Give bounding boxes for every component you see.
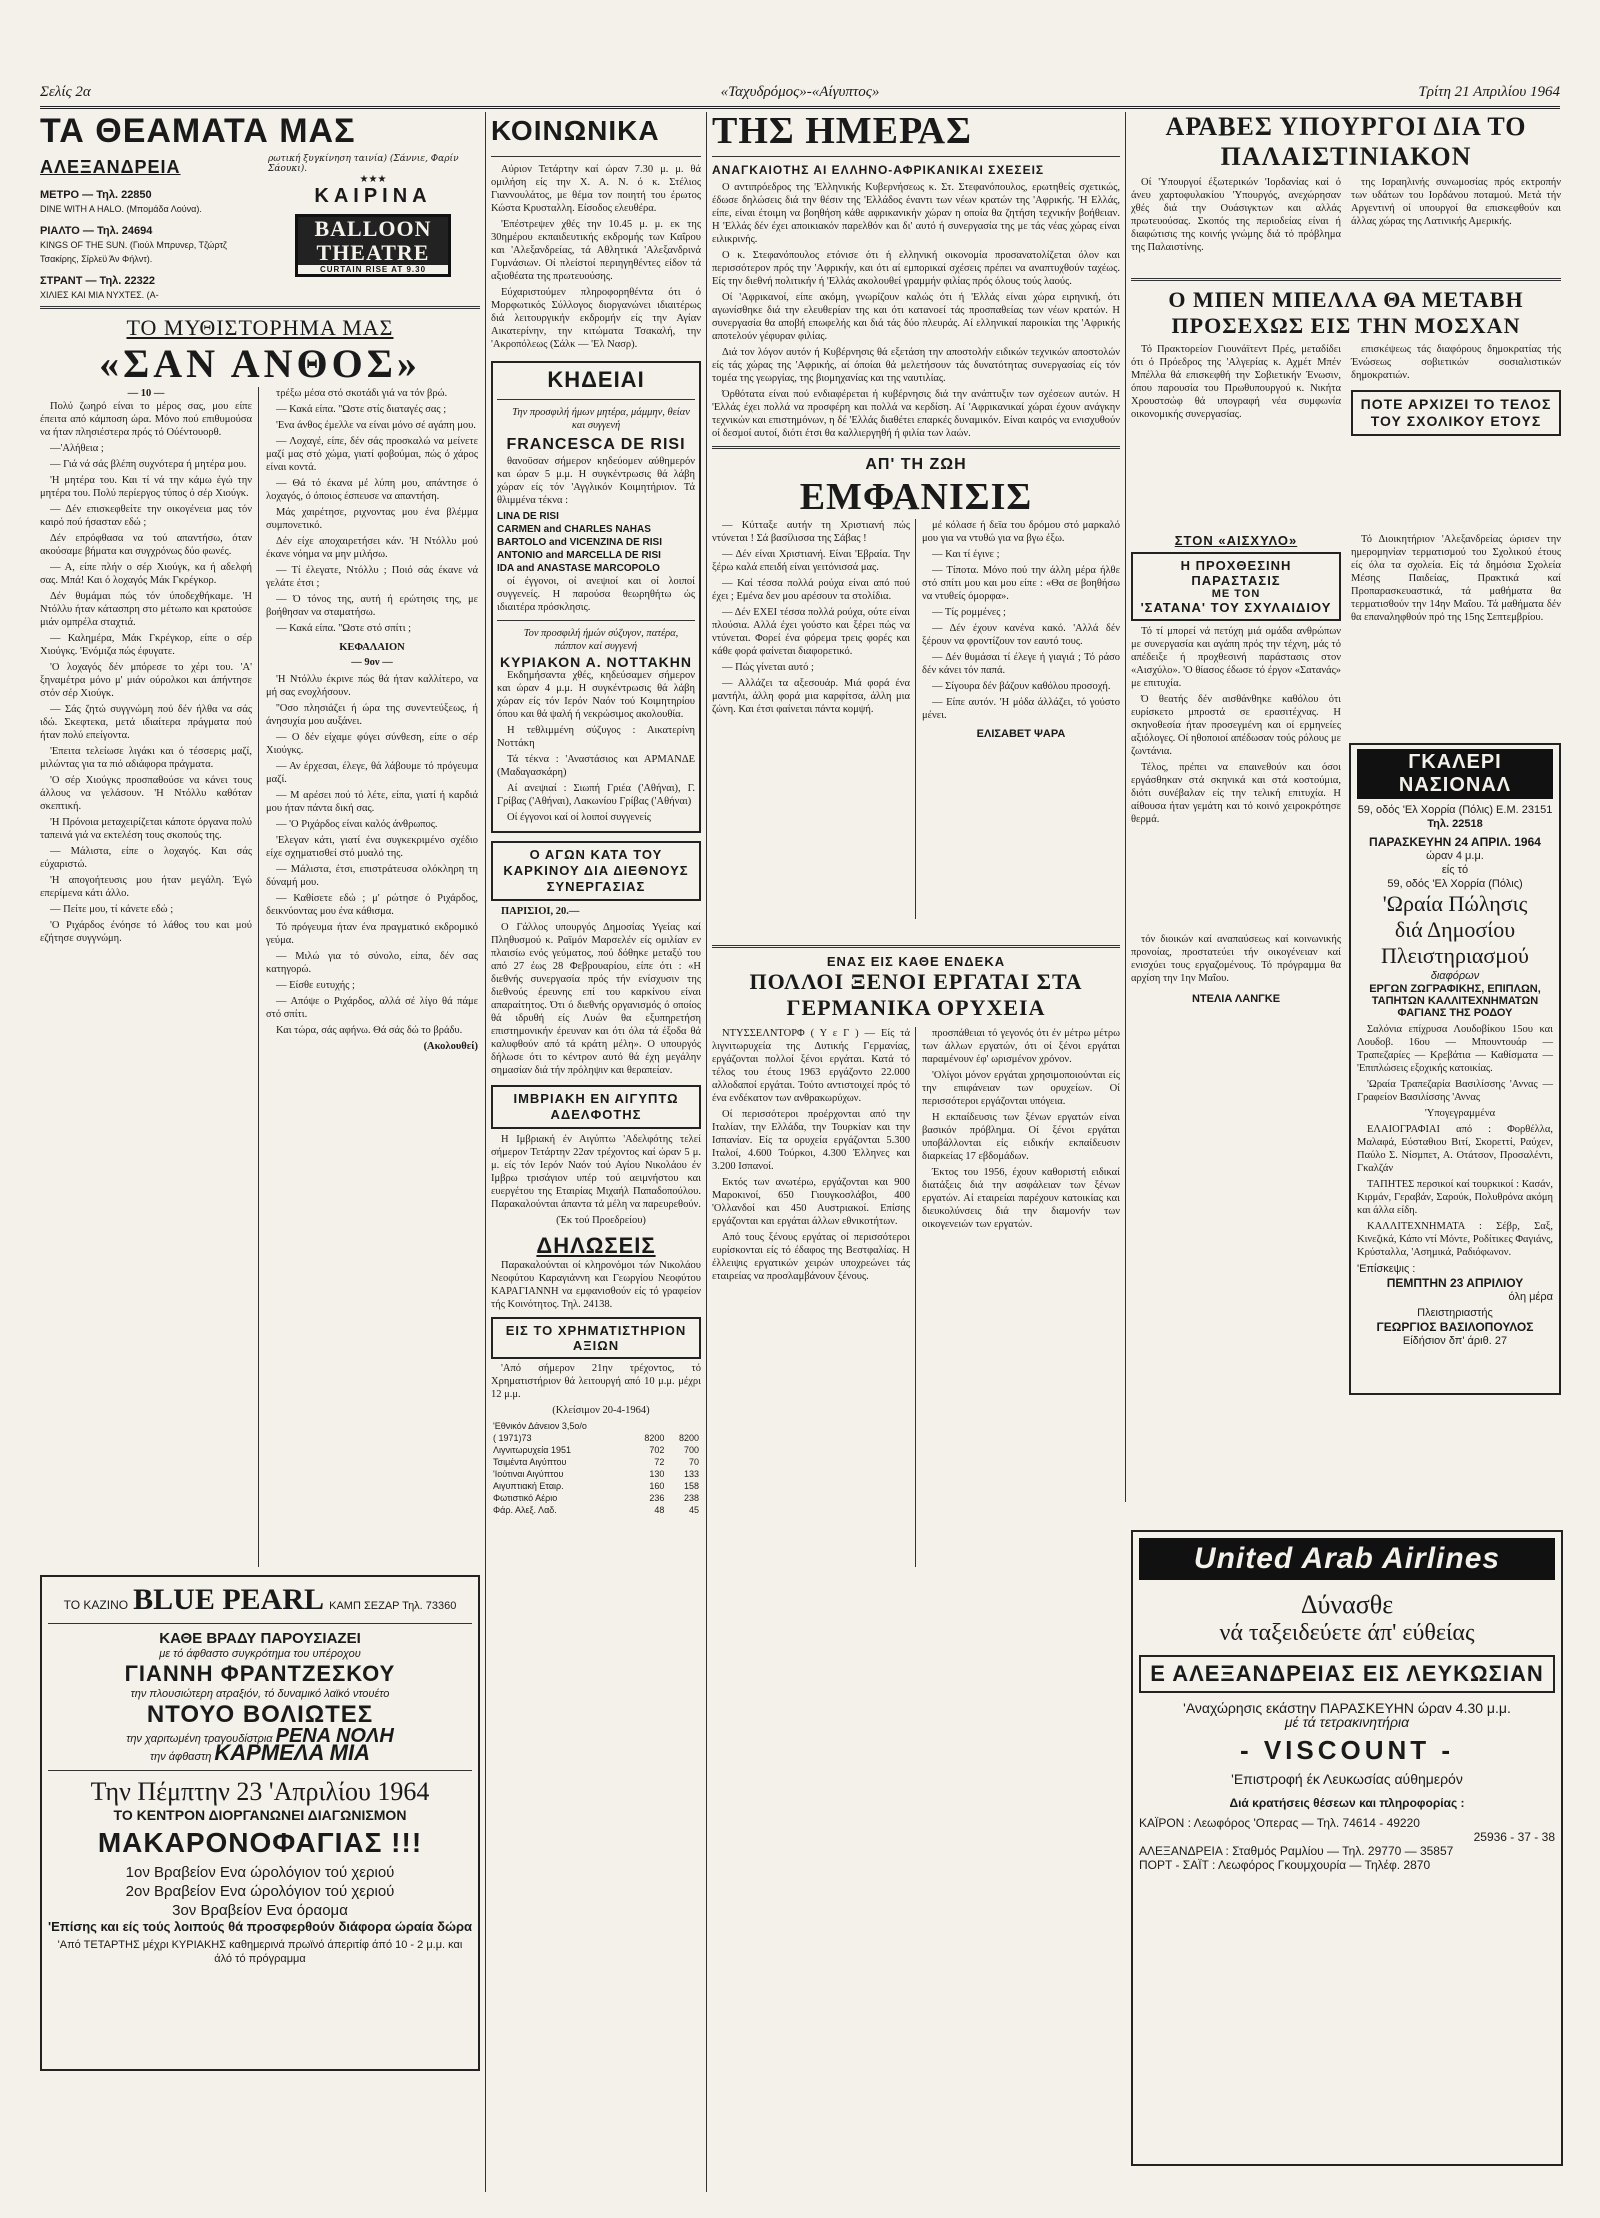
table-cell	[666, 1420, 701, 1432]
table-cell: ( 1971)73	[493, 1433, 532, 1443]
table-cell: Τσιμέντα Αιγύπτου	[493, 1457, 567, 1467]
funeral-notice-1: Την προσφιλή ήμων μητέρα, μάμμην, θείαν και συγγενή FRANCESCA DE RISI θανοϋσαν σήμερον κηδεύομεν αύθημερόν και ώραν 5 μ.μ. Η συγκέντρωσις θά λάβη χώραν είς τόν 'Αγγλικόν Κοιμητήριον. Τά θλιμμένα τέκνα : LINA DE RISI CARMEN and CHARLES NAHAS BARTOLO and VICENZINA DE RISI ANTONIO and MARCELLA DE RISI IDA and ANASTASE MARCOPOLO οί έγγονοι, οί ανεψιοί και οί λοιποί συγγενείς. Η παρούσα θεωρηθήτω ώς ιδιαιτέρα πρόσκλησις.	[497, 407, 695, 613]
novel-title: «ΣΑΝ ΑΝΘΟΣ»	[99, 341, 421, 386]
novel-col-1: — 10 — Πολύ ζωηρό είναι το μέρος σας, μου είπε έπειτα από κάμποση ώρα. Μόνο πού επιθυμούσα να ήταν πλησιέστερα πρός τό Ούέντουορθ. —'Αλήθεια ; — Γιά νά σάς βλέπη συχνότερα ή μητέρα μου. 'Η μητέρα του. Και τί νά την κάμω έγώ την μητέρα του. Πολύ περίεργος τύπος ό σέρ Χιούγκ. — Δέν επισκεφθείτε την οικογένεια μας τόν καιρό πού ήσασταν εδώ ; Δέν επρόφθασα να τού απαντήσω, όταν ακούσαμε βήματα και συγχρόνως δύο φωνές. — Α, είπε πλήν ο σέρ Χιούγκ, κα ή αδελφή σας. Μπά! Και ό λοχαγός Μάκ Γκρέγκορ. Δέν θυμάμαι πώς τόν ύποδεχθήκαμε. 'Η Ντόλλυ ήταν κάτασπρη στο μέτωπο και κρατούσε μιάν ομπρέλα σταχτιά. — Καλημέρα, Μάκ Γκρέγκορ, είπε ο σέρ Χιούγκς. 'Ενόμιζα πώς έφυγατε. 'Ο λοχαγός δέν μπόρεσε το χέρι του. 'Α' ξηναμέτρα μόνο μ' μιάν ούρολκοι και άπήντησε στόν σέρ Χιούγκ. — Σάς ζητώ συγγνώμη πού δέν ήλθα να σάς ιδώ. Σκεφτεκα, μετά ιδιαίτερα πράγματα πού ήταν πολύ επείγοντα. 'Επειτα τελείωσε λιγάκι και ό τέσσερις μαζί, μιλώντας για τα πιό αδιάφορα πράγματα. 'Ο σέρ Χιούγκς προσπαθούσε να κάνει τους άλλους να γελάσουν. 'Η Ντόλλυ καθόταν σκεπτική. 'Η Πρόνοια μεταχειρίζεται κάποτε όργανα πολύ ταπεινά γιά να εκτελέση τους σκοπούς της. — Μάλιστα, είπε ο λοχαγός. Και σάς εύχαριστώ. 'Η απογοήτευσις μου ήταν μεγάλη. Έγώ επερίμενα κάτι άλλο. — Πείτε μου, τί κάνετε εδώ ; 'Ο Ριχάρδος ένόησε τό λάθος του και μού εζήτησε συγγνώμη.	[40, 388, 252, 944]
table-cell: 702	[649, 1445, 665, 1455]
city-label: ΑΛΕΞΑΝΔΡΕΙΑ	[40, 157, 181, 177]
kairina-note: ρωτική ξυγκίνηση ταινία) (Σάννιε, Φαρίν Σάουκι).	[268, 154, 459, 174]
novel-part: — 10 —	[127, 388, 165, 399]
left-column	[40, 112, 480, 2192]
workers-kicker: ΕΝΑΣ ΕΙΣ ΚΑΘΕ ΕΝΔΕΚΑ	[826, 954, 1006, 969]
social-title: ΚΟΙΝΩΝΙΚΑ	[491, 115, 660, 146]
gallery-title: ΓΚΑΛΕΡΙ ΝΑΣΙΟΝΑΛ	[1357, 749, 1553, 799]
life-body	[712, 519, 1120, 939]
list-item: Αύριον Τετάρτην καί ώραν 7.30 μ. μ. θά ομιλήση είς την Χ. Α. Ν. ό κ. Στέλιος Γιαννουλάτος, με θέμα τον ποιητή του έρωτος Κώστα Κρυσταλλη. Είσοδος ελευθέρα.	[491, 164, 701, 214]
social-news	[491, 163, 701, 351]
list-item: 3ον Βραβείον Ενα όραομα	[172, 1902, 348, 1919]
theatre-kicker: ΣΤΟΝ «ΑΙΣΧΥΛΟ»	[1174, 533, 1298, 548]
declarations-title: ΔΗΛΩΣΕΙΣ	[536, 1233, 656, 1258]
table-row	[491, 1420, 701, 1432]
table-cell: Φωτιστικό Αέριο	[493, 1493, 558, 1503]
novel-body	[40, 387, 480, 1567]
funerals-title: ΚΗΔΕΙΑΙ	[547, 367, 645, 392]
prize-list	[48, 1863, 472, 1920]
theatres-block	[40, 150, 480, 300]
life-kicker: ΑΠ' ΤΗ ΖΩΗ	[865, 456, 967, 473]
chapter-heading: ΚΕΦΑΛΑΙΟΝ	[339, 642, 405, 653]
kairina-label: ΚΑΙΡΙΝΑ	[314, 185, 432, 207]
column-rule	[258, 387, 259, 1567]
stock-table	[491, 1420, 701, 1516]
table-cell: 158	[683, 1481, 699, 1491]
united-arab-airlines-ad: United Arab Airlines Δύνασθε νά ταξειδεύετε άπ' εύθείας Ε ΑΛΕΞΑΝΔΡΕΙΑΣ ΕΙΣ ΛΕΥΚΩΣΙΑΝ 'Αναχώρησις εκάστην ΠΑΡΑΣΚΕΥΗΝ ώραν 4.30 μ.μ. μέ τά τετρακινητήρια - VISCOUNT - 'Επιστροφή έκ Λευκωσίας αύθημερόν Διά κρατήσεις θέσεων και πληροφορίας : ΚΑΪΡΟΝ : Λεωφόρος 'Οπερας — Τηλ. 74614 - 49220 25936 - 37 - 38 ΑΛΕΞΑΝΔΡΕΙΑ : Σταθμός Ραμλίου — Τηλ. 29770 — 35857 ΠΟΡΤ - ΣΑΪΤ : Λεωφόρος Γκουμχουρία — Τηλέφ. 2870	[1131, 1530, 1563, 2166]
table-cell: 133	[683, 1469, 699, 1479]
ben-bella-title: Ο ΜΠΕΝ ΜΠΕΛΛΑ ΘΑ ΜΕΤΑΒΗ ΠΡΟΣΕΧΩΣ ΕΙΣ ΤΗΝ ΜΟΣΧΑΝ	[1168, 287, 1524, 338]
novel-col-2: τρέξω μέσα στό σκοτάδι γιά να τόν βρώ. — Κακά είπα. ''Ωστε στίς διαταγές σας ; 'Ενα άνθος έμελλε να είναι μόνο σέ αγάπη μου. — Λοχαγέ, είπε, δέν σάς προσκαλώ να μείνετε μαζί μας στό χώμα, γιατί φοβούμαι, πώς ό χάρος είναι κοντά. — Θά τό έκανα μέ λύπη μου, απάντησε ό λοχαγός, ό όποιος έσπευσε να απαντήση. Μάς χαιρέτησε, ριχνοντας μου ένα βλέμμα συμπονετικό. Δέν είχε αποχαιρετήσει κάν. 'Η Ντόλλυ μού έκανε νόημα να μην μιλήσω. — Τί έλεγατε, Ντόλλυ ; Ποιό σάς έκανε νά γελάτε έτσι ; — Ό τόνος της, αυτή ή ερώτησις της, με βοήθησαν να σταματήσω. — Κακά είπα. ''Ωστε στό σπίτι ; ΚΕΦΑΛΑΙΟΝ — 9ον — 'Η Ντόλλυ έκρινε πώς θά ήταν καλλίτερο, να μή σας ενοχλήσουν. ''Οσο πλησιάζει ή ώρα της συνεντεύξεως, ή άνησυχία μου αυξάνει. — Ο δέν είχαμε φύγει σύνθεση, είπε ο σέρ Χιούγκς. — Αν έρχεσαι, έλεγε, θά λάβουμε τό πρόγευμα μαζί. — Μ αρέσει πού τό λέτε, είπα, γιατί ή καρδιά μου ήταν πάντα δική σας. — 'Ο Ριχάρδος είναι καλός άνθρωπος. 'Ελεγαν κάτι, γιατί ένα συγκεκριμένο σχέδιο είχε σχηματισθεί στό μυαλό της. — Μάλιστα, έτσι, επιστράτευσα ολόκληρη τη δύναμή μου. — Καθίσετε εδώ ; μ' ρώτησε ό Ριχάρδος, δεικνύοντας μου ένα κάθισμα. Τό πρόγευμα ήταν ένα πραγματικό εκδρομικό γεύμα. — Μιλώ για τό σύνολο, είπα, δέν σας κατηγορώ. — Είσθε ευτυχής ; — Απόψε ο Ριχάρδος, αλλά σέ λίγο θά πάμε στό σπίτι. Και τώρα, σάς αφήνω. Θά σάς δώ το βράδυ. (Ακολουθεί)	[266, 388, 478, 1052]
page-number: Σελίς 2α	[40, 84, 91, 100]
table-cell: Αιγυπτιακή Εταιρ.	[493, 1481, 564, 1491]
table-row	[491, 1432, 701, 1444]
table-row	[491, 1444, 701, 1456]
workers-title: ΠΟΛΛΟΙ ΞΕΝΟΙ ΕΡΓΑΤΑΙ ΣΤΑ ΓΕΡΜΑΝΙΚΑ ΟΡΥΧΕΙΑ	[749, 969, 1083, 1020]
table-cell: 8200	[644, 1433, 665, 1443]
table-cell: Λιγνιτωρυχεία 1951	[493, 1445, 571, 1455]
list-item: 2ον Βραβείον Ενα ώρολόγιον τού χεριού	[125, 1883, 395, 1900]
editorial-title: ΤΗΣ ΗΜΕΡΑΣ	[712, 112, 972, 152]
social-column: ΚΟΙΝΩΝΙΚΑ Αύριον Τετάρτην καί ώραν 7.30 μ. μ. θά ομιλήση είς την Χ. Α. Ν. ό κ. Στέλιος Γιαννουλάτος, με θέμα τον ποιητή του έρωτος Κώστα Κρυσταλλη. Είσοδος ελευθέρα. 'Επέστρεψεν χθές την 10.45 μ. μ. εκ της 30ημέρου εκπαιδευτικής εκδρομής των Καΐρου και 'Αλεξανδρείας, τά Αθλητικά 'Αλεξανδρινά Γυμνάσιων. Οί πλείστοί περιηγηθέντες είδον τά αξιοθέατα της πρωτευούσης. Εύχαριστούμεν πληροφορηθέντα ότι ό Μορφωτικός Σύλλογος διοργανώνει ιδιαιτέρως διά λειτουργικήν εκδρομήν είς την Αγίαν Αικατερίνην, την κιτώματα Τσακαλή, την 'Ακροπόλεως (Σάλκ — 'Ελ Νασρ). ΚΗΔΕΙΑΙ Την προσφιλή ήμων μητέρα, μάμμην, θείαν και συγγενή FRANCESCA DE RISI θανοϋσαν σήμερον κηδεύομεν αύθημερόν και ώραν 5 μ.μ. Η συγκέντρωσις θά λάβη χώραν είς τόν 'Αγγλικόν Κοιμητήριον. Τά θλιμμένα τέκνα : LINA DE RISI CARMEN and CHARLES NAHAS BARTOLO and VICENZINA DE RISI ANTONIO and MARCELLA DE RISI IDA and ANASTASE MARCOPOLO οί έγγονοι, οί ανεψιοί και οί λοιποί συγγενείς. Η παρούσα θεωρηθήτω ώς ιδιαιτέρα πρόσκλησις. Τον προσφιλή ήμών σύζυγον, πατέρα, πάππον καί συγγενή ΚΥΡΙΑΚΟΝ Α. ΝΟΤΤΑΚΗΝ Εκδημήσαντα χθές, κηδεύσαμεν σήμερον και ώραν 4 μ.μ. Η συγκέντρωσις θά λάβη χώραν είς τόν Ιερόν Ναόν τού Κοιμητηρίου όπου και θά ψαλή ή νεκρώσιμος ακολουθία. Η τεθλιμμένη σύζυγος : Αικατερίνη Νοττάκη Τά τέκνα : 'Αναστάσιος και ΑΡΜΑΝΔΕ (Μαδαγασκάρη) Αί ανεψιαί : Σιωπή Γριέα ('Αθήναι), Γ. Γρίβας ('Αθήναι), Λακωνίου Γρίβας ('Αθήναι) Οί έγγονοι καί οί λοιποί συγγενείς Ο ΑΓΩΝ ΚΑΤΑ ΤΟΥ ΚΑΡΚΙΝΟΥ ΔΙΑ ΔΙΕΘΝΟΥΣ ΣΥΝΕΡΓΑΣΙΑΣ ΠΑΡΙΣΙΟΙ, 20.— Ο Γάλλος υπουργός Δημοσίας Υγείας καί Πληθυσμού κ. Ραϊμόν Μαρσελέν είς ομιλίαν εν πλαισίω ενός γεύματος, πού δόθηκε μεταξύ του από 27 έως 28 Φεβρουαρίου, είπε ότι : «Η διεθνής συνεργασία πρός τήν ενίσχυσιν της διεθνούς έρευνης επί του καρκίνου είναι απαραίτητος. Ότι ό διεθνής οργανισμός ό οποίος θά ιδρυθή είς Λυών θα εξυπηρετήση επιστημονικήν έρευναν και ότι όλα τά έξοδα θά καλυφθούν από τά κράτη μέλη». Ο υπουργός δήλωσε ότι το κέντρον αυτό θά έχη μεγάλην σημασίαν διά τήν πρόληψιν και θεραπείαν. ΙΜΒΡΙΑΚΗ ΕΝ ΑΙΓΥΠΤΩ ΑΔΕΛΦΟΤΗΣ Η Ιμβριακή έν Αιγύπτω 'Αδελφότης τελεί σήμερον Τετάρτην 22αν τρέχοντος καί ώραν 5 μ. μ. είς τόν Ιερόν Ναόν τού Αγίου Νικολάου έν Ιμβρω τρισάγιον υπέρ τού αειμνήστου και ευεργέτου της Εταιρίας Μιχαήλ Παπαδοπούλου. Παρακαλούνται άπαντα τά μέλη να παρευρεθούν. (Έκ τού Προεδρείου) ΔΗΛΩΣΕΙΣ Παρακαλούνται οί κληρονόμοι τών Νικολάου Νεοφύτου Καραγιάννη και Γεωργίου Νεοφύτου ΚΑΡΑΓΙΑΝΝΗ να εμφανισθούν είς τό γραφείον τής Κοινότητος. Τηλ. 24138. ΕΙΣ ΤΟ ΧΡΗΜΑΤΙΣΤΗΡΙΟΝ ΑΞΙΩΝ 'Από σήμερον 21ην τρέχοντος, τό Χρηματιστήριον θά λειτουργή από 10 μ.μ. μέχρι 12 μ.μ. (Κλείσιμον 20-4-1964) 'Εθνικόν Δάνειον 3,5ο/ο ( 1971)73 8200 8200 Λιγνιτωρυχεία 1951 702 700 Τσιμέντα Αιγύπτου 72 70 'Ιούτιναι Αιγύπτου 130 133 Αιγυπτιακή Εταιρ. 160 158 Φωτιστικό Αέριο 236 238 Φάρ. Αλεξ. Λαδ. 48 45	[491, 112, 701, 2192]
table-cell	[632, 1420, 667, 1432]
table-cell: 8200	[678, 1433, 699, 1443]
cinema-listings	[40, 154, 255, 302]
gallery-nationale-ad: ΓΚΑΛΕΡΙ ΝΑΣΙΟΝΑΛ 59, οδός 'Ελ Χορρία (Πόλις) Ε.Μ. 23151 Τηλ. 22518 ΠΑΡΑΣΚΕΥΗΝ 24 ΑΠΡΙΛ. 1964 ώραν 4 μ.μ. είς τό 59, οδός 'Ελ Χορρία (Πόλις) 'Ωραία Πώλησις διά Δημοσίου Πλειστηριασμού διαφόρων ΕΡΓΩΝ ΖΩΓΡΑΦΙΚΗΣ, ΕΠΙΠΛΩΝ, ΤΑΠΗΤΩΝ ΚΑΛΛΙΤΕΧΝΗΜΑΤΩΝ ΦΑΓΙΑΝΣ ΤΗΣ ΡΟΔΟΥ Σαλόνια επίχρυσα Λουδοβίκου 15ου και Λουδοβ. 16ου — Μπουντουάρ — Τραπεζαρίες — Κρεβάτια — Καθίσματα — 'Επιπλώσεις εξοχικής κατοικίας. 'Ωραία Τραπεζαρία Βασιλίσσης 'Αννας — Γραφείον Βασιλίσσης 'Αννας 'Υπογεγραμμένα ΕΛΑΙΟΓΡΑΦΙΑΙ από : Φορθέλλα, Μαλαφά, Εύσταθιου Βιτί, Σκορεττί, Ραύχεν, Παύλο Σ. Νίσμπετ, Α. Οτάτσον, Προσαλέντι, Γκαλζάν ΤΑΠΗΤΕΣ περσικοί καί τουρκικοί : Κασάν, Κιρμάν, Γεραβάν, Σαρούκ, Πολυθρόνα ακόμη και άλλα είδη. ΚΑΛΛΙΤΕΧΝΗΜΑΤΑ : Σέβρ, Σαξ, Κινεζικά, Κάπο ντί Μόντε, Ροδίτικες Φαγιάνς, Κρύσταλλα, 'Ασημικά, Ραδιόφωνον. 'Επίσκεψις : ΠΕΜΠΤΗΝ 23 ΑΠΡΙΛΙΟΥ όλη μέρα Πλειστηριαστής ΓΕΩΡΓΙΟΣ ΒΑΣΙΛΟΠΟΥΛΟΣ Είδήσιον δπ' άριθ. 27	[1349, 743, 1561, 1395]
kairina-block	[268, 154, 478, 277]
author-byline: ΕΛΙΣΑΒΕΤ ΨΑΡΑ	[976, 728, 1066, 740]
right-column: ΑΡΑΒΕΣ ΥΠΟΥΡΓΟΙ ΔΙΑ ΤΟ ΠΑΛΑΙΣΤΙΝΙΑΚΟΝ Οί 'Υπουργοί έξωτερικών 'Ιορδανίας καί ό άνευ χαρτοφυλακίου 'Υπουργός, ανεχώρησαν χθές διά την Ουάσιγκτων και αλλάς πρωτευούσας. Σκοπός της περιοδείας είναι ή διαφώτισις της κοινής γνώμης διά τό πρόβλημα της Παλαιστίνης. της Ισραηλινής συνωμοσίας πρός εκτροπήν των υδάτων του Ιορδάνου ποταμού. Μετά τήν Αργεντινή οί υπουργοί θα επισκεφθούν και άλλας χώρας της Λατινικής Αμερικής. Ο ΜΠΕΝ ΜΠΕΛΛΑ ΘΑ ΜΕΤΑΒΗ ΠΡΟΣΕΧΩΣ ΕΙΣ ΤΗΝ ΜΟΣΧΑΝ Τό Πρακτορείον Γιουνάϊτεντ Πρές, μεταδίδει ότι ό Πρόεδρος της 'Αλγερίας κ. Αχμέτ Μπέν Μπέλλα θά επισκεφθή την Σοβιετικήν Ένωσιν, όπου παρουσία του Πρωθυπουργού κ. Νικήτα Χρουστσώφ θά υπογραφή νέα συμφωνία οικονομικής συνεργασίας. επισκέψεως τάς διαφόρους δημοκρατίας τής Ένώσεως σοβιετικών σοσιαλιστικών δημοκρατιών. ΠΟΤΕ ΑΡΧΙΖΕΙ ΤΟ ΤΕΛΟΣ ΤΟΥ ΣΧΟΛΙΚΟΥ ΕΤΟΥΣ ΣΤΟΝ «ΑΙΣΧΥΛΟ» Η ΠΡΟΧΘΕΣΙΝΗ ΠΑΡΑΣΤΑΣΙΣ ΜΕ ΤΟΝ 'ΣΑΤΑΝΑ' ΤΟΥ ΣΧΥΛΑΙΔΙΟΥ Τό τί μπορεί νά πετύχη μιά ομάδα ανθρώπων με συνεργασία και αγάπη πρός την τέχνη, μάς τό απέδειξε ή προχθεσινή παράστασις στον «Αισχύλο». 'Ο θίασος έδωσε τό έργον «Σατανάς» με επιτυχία. Ό θεατής δέν αισθάνθηκε καθόλου ότι ευρίσκετο μπροστά σε ερασιτέχνας. Η σκηνοθεσία ήταν προσεγμένη και οί ερμηνείες αξιόλογες. Οί ηθοποιοί απέδωσαν τούς ρόλους με ζωντάνια. Τέλος, πρέπει να επαινεθούν και όσοι εργάσθηκαν στά σκηνικά και στά κοστούμια, διότι συνέβαλαν είς την τελική επιτυχία. Η αίθουσα ήταν γεμάτη και τό κοινό χειροκρότησε θερμά. Τό Διοικητήριον 'Αλεξανδρείας ώρισεν την ημερομηνίαν τερματισμού του Σχολικού έτους είς όλα τα σχολεία. Είς τά δημόσια Σχολεία Μέσης Παιδείας, Πρακτικά καί Προπαρασκευαστικά, τά μαθήματα θα τερματισθούν την 14ην Μαΐου. Τά μαθήματα δέν θα επαναληφθούν πρό της 15ης Σεπτεμβρίου. τόν διοικών καί αναπαύσεως καί κοινωνικής προνοίας, προστατεύει τήν οικογένειαν καί ενισχύει τους εργαζομένους. Τό πρόγραμμα θα αρχίση την 1ην Μαΐου. ΝΤΕΛΙΑ ΛΑΝΓΚΕ ΓΚΑΛΕΡΙ ΝΑΣΙΟΝΑΛ 59, οδός 'Ελ Χορρία (Πόλις) Ε.Μ. 23151 Τηλ. 22518 ΠΑΡΑΣΚΕΥΗΝ 24 ΑΠΡΙΛ. 1964 ώραν 4 μ.μ. είς τό 59, οδός 'Ελ Χορρία (Πόλις) 'Ωραία Πώλησις διά Δημοσίου Πλειστηριασμού διαφόρων ΕΡΓΩΝ ΖΩΓΡΑΦΙΚΗΣ, ΕΠΙΠΛΩΝ, ΤΑΠΗΤΩΝ ΚΑΛΛΙΤΕΧΝΗΜΑΤΩΝ ΦΑΓΙΑΝΣ ΤΗΣ ΡΟΔΟΥ Σαλόνια επίχρυσα Λουδοβίκου 15ου και Λουδοβ. 16ου — Μπουντουάρ — Τραπεζαρίες — Κρεβάτια — Καθίσματα — 'Επιπλώσεις εξοχικής κατοικίας. 'Ωραία Τραπεζαρία Βασιλίσσης 'Αννας — Γραφείον Βασιλίσσης 'Αννας 'Υπογεγραμμένα ΕΛΑΙΟΓΡΑΦΙΑΙ από : Φορθέλλα, Μαλαφά, Εύσταθιου Βιτί, Σκορεττί, Ραύχεν, Παύλο Σ. Νίσμπετ, Α. Οτάτσον, Προσαλέντι, Γκαλζάν ΤΑΠΗΤΕΣ περσικοί καί τουρκικοί : Κασάν, Κιρμάν, Γεραβάν, Σαρούκ, Πολυθρόνα ακόμη και άλλα είδη. ΚΑΛΛΙΤΕΧΝΗΜΑΤΑ : Σέβρ, Σαξ, Κινεζικά, Κάπο ντί Μόντε, Ροδίτικες Φαγιάνς, Κρύσταλλα, 'Ασημικά, Ραδιόφωνον. 'Επίσκεψις : ΠΕΜΠΤΗΝ 23 ΑΠΡΙΛΙΟΥ όλη μέρα Πλειστηριαστής ΓΕΩΡΓΙΟΣ ΒΑΣΙΛΟΠΟΥΛΟΣ Είδήσιον δπ' άριθ. 27	[1131, 112, 1561, 2192]
casino-name: BLUE PEARL	[133, 1583, 325, 1616]
paper-name: «Ταχυδρόμος»-«Αίγυπτος»	[720, 84, 880, 100]
stock-exchange	[491, 1317, 701, 1359]
column-rule	[1125, 112, 1126, 1502]
cancer-article	[491, 841, 701, 901]
table-cell: 238	[683, 1493, 699, 1503]
list-item: 1ον Βραβείον Ενα ώρολόγιον τού χεριού	[125, 1864, 395, 1881]
table-row	[491, 1480, 701, 1492]
school-article	[1351, 390, 1561, 436]
blue-pearl-ad: ΤΟ ΚΑΖΙΝΟ BLUE PEARL ΚΑΜΠ ΣΕΖΑΡ Τηλ. 73360 ΚΑΘΕ ΒΡΑΔΥ ΠΑΡΟΥΣΙΑΖΕΙ με τό άφθαστο συγκρότημα του υπέροχου ΓΙΑΝΝΗ ΦΡΑΝΤΖΕΣΚΟΥ την πλουσιώτερη ατραξιόν, τό δυναμικό λαϊκό ντουέτο ΝΤΟΥΟ ΒΟΛΙΩΤΕΣ την χαριτωμένη τραγουδίστρια ΡΕΝΑ ΝΟΛΗ την άφθαστη ΚΑΡΜΕΛΑ ΜΙΑ Την Πέμπτην 23 'Απριλίου 1964 ΤΟ ΚΕΝΤΡΟΝ ΔΙΟΡΓΑΝΩΝΕΙ ΔΙΑΓΩΝΙΣΜΟΝ ΜΑΚΑΡΟΝΟΦΑΓΙΑΣ !!! 1ον Βραβείον Ενα ώρολόγιον τού χεριού 2ον Βραβείον Ενα ώρολόγιον τού χεριού 3ον Βραβείον Ενα όραομα 'Επίσης και είς τούς λοιπούς θά προσφερθούν διάφορα ώραία δώρα 'Από ΤΕΤΑΡΤΗΣ μέχρι ΚΥΡΙΑΚΗΣ καθημερινά πρωϊνό άπεριτίφ άπό 10 - 2 μ.μ. και άλό τό πρόγραμμα	[40, 1575, 480, 2071]
center-column	[712, 112, 1120, 2192]
dateline: ΠΑΡΙΣΙΟΙ, 20.—	[501, 906, 580, 917]
workers-body	[712, 1027, 1120, 1587]
to-be-continued: (Ακολουθεί)	[423, 1041, 478, 1052]
table-row	[491, 1468, 701, 1480]
theatre-play: 'ΣΑΤΑΝΑ' ΤΟΥ ΣΧΥΛΑΙΔΙΟΥ	[1140, 600, 1332, 615]
list-item: 'Επέστρεψεν χθές την 10.45 μ. μ. εκ της 30ημέρου εκπαιδευτικής εκδρομής των Καΐρου και 'Αλεξανδρείας, τά Αθλητικά 'Αλεξανδρινά Γυμνάσιων. Οί πλείστοί περιηγηθέντες είδον τά αξιοθέατα της πρωτευούσης.	[491, 219, 701, 282]
cancer-title: Ο ΑΓΩΝ ΚΑΤΑ ΤΟΥ ΚΑΡΚΙΝΟΥ ΔΙΑ ΔΙΕΘΝΟΥΣ ΣΥΝΕΡΓΑΣΙΑΣ	[503, 847, 689, 894]
table-row	[491, 1456, 701, 1468]
cinema-metro: ΜΕΤΡΟ — Τηλ. 22850 DINE WITH A HALO. (Μπομάδα Λούνα).	[40, 189, 202, 214]
airline-logo: United Arab Airlines	[1139, 1538, 1555, 1580]
stocks-title: ΕΙΣ ΤΟ ΧΡΗΜΑΤΙΣΤΗΡΙΟΝ ΑΞΙΩΝ	[505, 1323, 687, 1353]
masthead	[40, 84, 1560, 109]
cinema-strand: ΣΤΡΑΝΤ — Τηλ. 22322 ΧΙΛΙΕΣ ΚΑΙ ΜΙΑ ΝΥΧΤΕΣ. (Α-	[40, 275, 159, 300]
table-cell: 72	[654, 1457, 665, 1467]
theatre-review: ΣΤΟΝ «ΑΙΣΧΥΛΟ» Η ΠΡΟΧΘΕΣΙΝΗ ΠΑΡΑΣΤΑΣΙΣ ΜΕ ΤΟΝ 'ΣΑΤΑΝΑ' ΤΟΥ ΣΧΥΛΑΙΔΙΟΥ Τό τί μπορεί νά πετύχη μιά ομάδα ανθρώπων με συνεργασία και αγάπη πρός την τέχνη, μάς τό απέδειξε ή προχθεσινή παράστασις στον «Αισχύλο». 'Ο θίασος έδωσε τό έργον «Σατανάς» με επιτυχία. Ό θεατής δέν αισθάνθηκε καθόλου ότι ευρίσκετο μπροστά σε ερασιτέχνας. Η σκηνοθεσία ήταν προσεγμένη και οί ερμηνείες αξιόλογες. Οί ηθοποιοί απέδωσαν τούς ρόλους με ζωντάνια. Τέλος, πρέπει να επαινεθούν και όσοι εργάσθηκαν στά σκηνικά και στά κοστούμια, διότι συνέβαλαν είς την τελική επιτυχία. Η αίθουσα ήταν γεμάτη και τό κοινό χειροκρότησε θερμά.	[1131, 533, 1341, 825]
theatre-title: Η ΠΡΟΧΘΕΣΙΝΗ ΠΑΡΑΣΤΑΣΙΣ	[1180, 558, 1292, 588]
table-cell: 130	[649, 1469, 665, 1479]
workers-col-2: προσπάθειαι τό γεγονός ότι έν μέτρω μέτρω των άλλων εργατών, ότι οί ξένοι εργάται παραμένουν έφ' ωρισμένον χρόνον. 'Ολίγοι μόνον εργάται χρησιμοποιούνται είς την επιφάνειαν των ορυχείων. Οί περισσότεροι εργάζονται υπόγεια. Η εκπαίδευσις των ξένων εργατών είναι βασικόν πρόβλημα. Οί ξένοι εργάται υποβάλλονται είς ειδικήν εκπαίδευσιν διαρκείας 17 εβδομάδων. Έκτος του 1956, έχουν καθοριστή ειδικαί διατάξεις διά την ασφάλειαν των ξένων εργατών. Αί εταιρείαι παρέχουν κατοικίας και διευκολύνσεις διά την διαμονήν των οικογενειών των εργατών.	[922, 1028, 1120, 1230]
table-row	[491, 1504, 701, 1516]
table-cell: Φάρ. Αλεξ. Λαδ.	[493, 1505, 557, 1515]
table-cell: 45	[688, 1505, 699, 1515]
life-col-1: — Κύτταξε αυτήν τη Χριστιανή πώς ντύνεται ! Σά βασίλισσα της Σάβας ! — Δέν είναι Χριστιανή. Είναι 'Εβραία. Την ξέρω καλά επειδή είναι γειτόνισσά μας. — Καί τέσσα πολλά ρούχα είναι από πού έχει ; Εμένα δεν μου αρέσουν τα στολίδια. — Δέν ΕΧΕΙ τέσσα πολλά ρούχα, ούτε είναι πλούσια. Αλλά έχει γούστο και ξέρει πώς να ντύνεται. Φορεί ένα φόρεμα τρεις φορές και κάθε φορά φαίνεται διαφορετικό. — Πώς γίνεται αυτό ; — Αλλάζει τα αξεσουάρ. Μιά φορά ένα μαντήλι, άλλη φορά μια καρφίτσα, άλλη μια ζώνη. Και έτσι φαίνεται πάντα κομψή.	[712, 520, 910, 715]
list-item: Εύχαριστούμεν πληροφορηθέντα ότι ό Μορφωτικός Σύλλογος διοργανώνει ιδιαιτέρως διά λειτουργικήν εκδρομήν είς την Αγίαν Αικατερίνην, την κιτώματα Τσακαλή, την 'Ακροπόλεως (Σάλκ — 'Ελ Νασρ).	[491, 287, 701, 350]
table-cell: 70	[688, 1457, 699, 1467]
funeral-notices	[491, 361, 701, 833]
issue-date: Τρίτη 21 Απριλίου 1964	[1418, 84, 1560, 100]
table-cell: 'Ιούτιναι Αιγύπτου	[493, 1469, 564, 1479]
column-rule	[706, 112, 707, 2192]
life-col-2: μέ κόλασε ή δεϊα του δρόμου στό μαρκαλό μου για να ντυθώ για να βγω έξω. — Και τί έγινε ; — Τίποτα. Μόνο πού την άλλη μέρα ήλθε στό σπίτι μου και μου είπε : «Θα σε βοηθήσω να ντυθείς όμορφα». — Τίς ρομμένες ; — Δέν έχουν κανένα κακό. 'Αλλά δέν ξέρουν να φροντίζουν τον εαυτό τους. — Δέν θυμάσαι τί έλεγε ή γιαγιά ; Τό ράσο δέν κάνει τόν παπά. — Σίγουρα δέν βάζουν καθόλου προσοχή. — Είπε αυτόν. 'Η μόδα άλλάζει, τό γούστο μένει. ΕΛΙΣΑΒΕΤ ΨΑΡΑ	[922, 520, 1120, 740]
casino-heading: ΤΟ ΚΑΖΙΝΟ BLUE PEARL ΚΑΜΠ ΣΕΖΑΡ Τηλ. 73360	[63, 1583, 457, 1616]
deceased-name: ΚΥΡΙΑΚΟΝ Α. ΝΟΤΤΑΚΗΝ	[499, 654, 693, 670]
theatres-title: ΤΑ ΘΕΑΜΑΤΑ ΜΑΣ	[40, 112, 356, 150]
school-title: ΠΟΤΕ ΑΡΧΙΖΕΙ ΤΟ ΤΕΛΟΣ ΤΟΥ ΣΧΟΛΙΚΟΥ ΕΤΟΥΣ	[1360, 396, 1552, 429]
column-rule	[485, 112, 486, 2192]
table-cell: 700	[683, 1445, 699, 1455]
table-cell: 'Εθνικόν Δάνειον 3,5ο/ο	[493, 1421, 587, 1431]
route-label: Ε ΑΛΕΞΑΝΔΡΕΙΑΣ ΕΙΣ ΛΕΥΚΩΣΙΑΝ	[1139, 1655, 1555, 1693]
editorial-headline: ΑΝΑΓΚΑΙΟΤΗΣ ΑΙ ΕΛΛΗΝΟ-ΑΦΡΙΚΑΝΙΚΑΙ ΣΧΕΣΕΙΣ	[712, 163, 1045, 177]
cinema-rialto: ΡΙΑΛΤΟ — Τηλ. 24694 KINGS OF THE SUN. (Γιούλ Μπρυνερ, Τζώρτζ Τσακίρης, Σίρλεϋ Άν Φήλντ).	[40, 225, 227, 264]
aircraft-label: - VISCOUNT -	[1239, 1735, 1455, 1765]
table-cell: 48	[654, 1505, 665, 1515]
family-list: LINA DE RISI CARMEN and CHARLES NAHAS BARTOLO and VICENZINA DE RISI ANTONIO and MARCELLA DE RISI IDA and ANASTASE MARCOPOLO	[497, 511, 663, 574]
stars-ornament: ★★★	[359, 174, 387, 185]
deceased-name: FRANCESCA DE RISI	[506, 436, 686, 453]
table-row	[491, 1492, 701, 1504]
divider	[40, 306, 480, 309]
arabs-title: ΑΡΑΒΕΣ ΥΠΟΥΡΓΟΙ ΔΙΑ ΤΟ ΠΑΛΑΙΣΤΙΝΙΑΚΟΝ	[1165, 112, 1527, 171]
table-cell: 236	[649, 1493, 665, 1503]
workers-col-1: ΝΤΥΣΣΕΛΝΤΟΡΦ ( Υ ε Γ ) — Είς τά λιγνιτωρυχεία της Δυτικής Γερμανίας, εργάζονται πολλοί ξένοι εργάται. Κατά τό τέλος του έτους 1963 εργάζοντο 22.000 αλλοδαποί εργάται. Τούτο αντιστοιχεί πρός τό ένα ενδέκατον των ανθρακωρύχων. Οί περισσότεροι προέρχονται από την Ιταλίαν, την Ελλάδα, την Τουρκίαν και την Ισπανίαν. Είς τα ορυχεία εργάζονται 5.300 Ιταλοί, 4.600 Τούρκοι, 4.300 Έλληνες και 3.200 Ισπανοί. Εκτός των ανωτέρω, εργάζονται και 900 Μαροκινοί, 650 Γιουγκοσλάβοι, 400 'Ολλανδοί και 450 Αυστριακοί. Επίσης εργάζονται και εργάται άλλων εθνικοτήτων. Από τους ξένους εργάτας οί περισσότεροι ευρίσκονται είς τό έδαφος της Βεστφαλίας. Η έλλειψις εργατικών χειρών υποχρεώνει τάς εταιρείας να προσλαμβάνουν ξένους.	[712, 1028, 910, 1282]
auctioneer-name: ΓΕΩΡΓΙΟΣ ΒΑΣΙΛΟΠΟΥΛΟΣ	[1376, 1320, 1534, 1334]
chapter-number: — 9ον —	[351, 657, 393, 668]
author-byline: ΝΤΕΛΙΑ ΛΑΝΓΚΕ	[1191, 993, 1281, 1005]
editorial-body: Ο αντιπρόεδρος της 'Ελληνικής Κυβερνήσεως κ. Στ. Στεφανόπουλος, ερωτηθείς σχετικώς, έδωσε δηλώσεις διά την θέσιν της 'Ελλάδος έναντι των νέων κρατών της 'Αφρικής. 'Η Ελλάς, είπε, είναι έτοιμη να βοηθήση κάθε αφρικανικήν χώραν η οποία θα ζητήση τεχνικήν βοήθειαν. Η 'Ελλάς δέν έχει αποικιακόν παρελθόν και δι' αυτό ή συνεργασία της με τάς νέας χώρας είναι ειλικρινής. Ο κ. Στεφανόπουλος ετόνισε ότι ή ελληνική οικονομία προσανατολίζεται όλον και περισσότερον πρός την 'Αφρικήν, και ότι αί εμπορικαί σχέσεις πρέπει να αναπτυχθούν ταχέως. Είς την διεθνή πολιτικήν ή 'Ελλάς ακολουθεί γραμμήν φιλίας πρός όλους τούς λαούς. Οί 'Αφρικανοί, είπε ακόμη, γνωρίζουν καλώς ότι ή 'Ελλάς είναι χώρα ειρηνική, ότι αγωνίσθηκε διά την ελευθερίαν της και ότι κατανοεί τάς προσπαθείας των νέων κρατών. Η συνεργασία θα αποβή επωφελής και διά τάς δύο πλευράς. Αί ελληνικαί παροικίαι της 'Αφρικής αποτελούν γέφυραν φιλίας. Διά τον λόγον αυτόν ή Κυβέρνησις θά εξετάση την αποστολήν ειδικών τεχνικών αποστολών είς τάς χώρας της 'Αφρικής, αί όποίαι θά μελετήσουν τάς δυνατότητας συνεργασίας είς τόν τομέα της γεωργίας, της βιομηχανίας και της ναυτιλίας. Όρθότατα είναι πού ενδιαφέρεται ή κυβέρνησις διά την ανάπτυξιν των σχέσεων αυτών. Η 'Ελλάς έχει πολλά να προσφέρη και πολλά να κερδίση. Αί 'Αφρικανικαί χώραι έχουν ανάγκην τεχνικών και επιστημόνων, η δέ 'Ελλάς διαθέτει επαρκές δυναμικόν. Είναι καιρός να ενισχυθούν οί δεσμοί αυτοί, διότι έτσι θα καλλιεργηθή ή φιλία των λαών.	[712, 182, 1120, 439]
life-title: ΕΜΦΑΝΙΣΙΣ	[799, 476, 1033, 518]
novel-kicker: ΤΟ ΜΥΘΙΣΤΟΡΗΜΑ ΜΑΣ	[126, 315, 394, 340]
funeral-notice-2: Τον προσφιλή ήμών σύζυγον, πατέρα, πάππον καί συγγενή ΚΥΡΙΑΚΟΝ Α. ΝΟΤΤΑΚΗΝ Εκδημήσαντα χθές, κηδεύσαμεν σήμερον και ώραν 4 μ.μ. Η συγκέντρωσις θά λάβη χώραν είς τόν Ιερόν Ναόν τού Κοιμητηρίου όπου και θά ψαλή ή νεκρώσιμος ακολουθία. Η τεθλιμμένη σύζυγος : Αικατερίνη Νοττάκη Τά τέκνα : 'Αναστάσιος και ΑΡΜΑΝΔΕ (Μαδαγασκάρη) Αί ανεψιαί : Σιωπή Γριέα ('Αθήναι), Γ. Γρίβας ('Αθήναι), Λακωνίου Γρίβας ('Αθήναι) Οί έγγονοι καί οί λοιποί συγγενείς	[497, 628, 695, 823]
table-cell: 160	[649, 1481, 665, 1491]
brotherhood-article: ΙΜΒΡΙΑΚΗ ΕΝ ΑΙΓΥΠΤΩ ΑΔΕΛΦΟΤΗΣ	[491, 1085, 701, 1129]
balloon-theatre-logo: BALLOON THEATRE CURTAIN RISE AT 9.30	[295, 214, 451, 277]
